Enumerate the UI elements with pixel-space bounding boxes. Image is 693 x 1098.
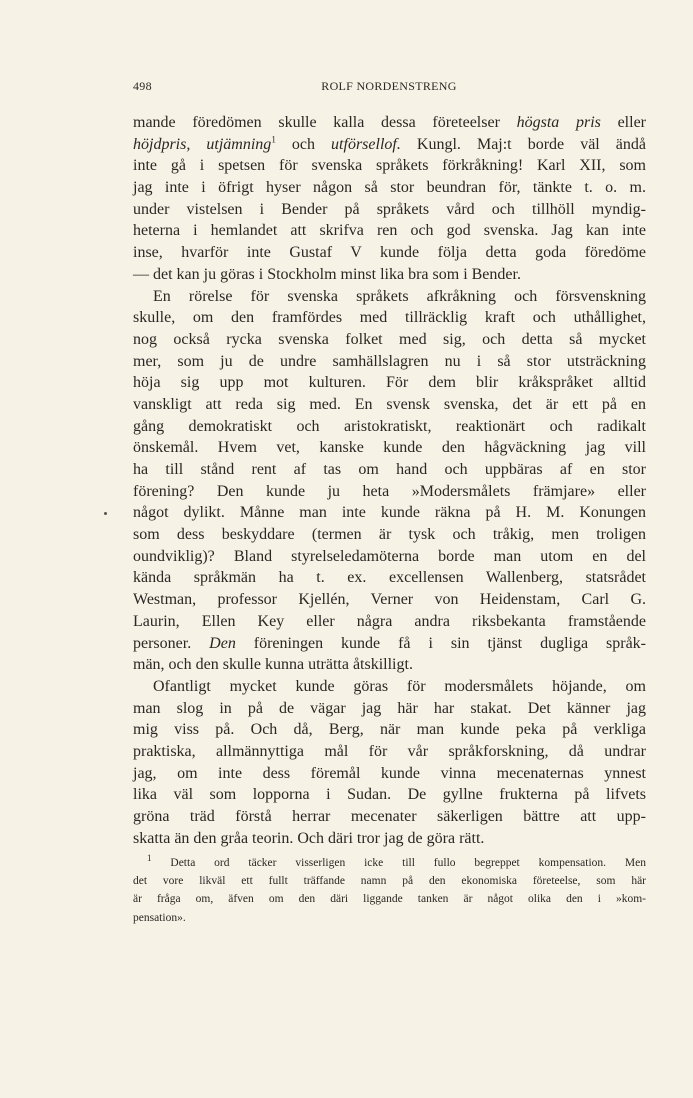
text-line	[133, 741, 646, 763]
text-run: föreningen kunde få i sin tjänst dugliga språk-	[235, 634, 647, 652]
running-head: ROLF NORDENSTRENG	[321, 79, 457, 93]
text-run: under vistelsen i Bender på språkets vård och tillhöll myndig-	[133, 200, 646, 218]
text-run: — det kan ju göras i Stockholm minst lika bra som i Bender.	[133, 265, 521, 283]
text-line	[133, 199, 646, 221]
footnote-marker: 1	[147, 853, 152, 864]
text-run: lika väl som lopporna i Sudan. De gyllne frukterna på lifvets	[133, 786, 646, 804]
text-run: skulle, om den framfördes med tillräcklig kraft och uthållighet,	[133, 309, 646, 327]
text-run: önskemål. Hvem vet, kanske kunde den hågväckning jag vill	[133, 439, 646, 457]
footnote-line	[133, 872, 646, 890]
text-line	[133, 567, 646, 589]
italic-text: Den	[209, 634, 236, 652]
text-line	[133, 654, 646, 676]
text-line	[133, 242, 646, 264]
text-run: något dylikt. Månne man inte kunde räkna på H. M. Konungen	[133, 504, 646, 522]
page-header	[133, 79, 645, 97]
text-run: jag, om inte dess föremål kunde vinna mecenaternas ynnest	[133, 764, 646, 782]
text-run: Westman, professor Kjellén, Verner von Heidenstam, Carl G.	[133, 591, 646, 609]
text-run: det vore likväl ett fullt träffande namn på den ekonomiska företeelse, som här	[133, 875, 646, 888]
text-run: heterna i hemlandet att skrifva ren och god svenska. Jag kan inte	[133, 222, 646, 240]
text-run: personer.	[133, 634, 210, 652]
text-run: mer, som ju de undre samhällslagren nu i så stor utsträckning	[133, 352, 646, 370]
text-run: ha till stånd rent af tas om hand och uppbäras af en stor	[133, 461, 646, 478]
text-run: pensation».	[133, 911, 186, 924]
text-run: höja sig upp mot kulturen. För dem blir kråkspråket alltid	[133, 374, 646, 392]
text-run: män, och den skulle kunna uträtta åtskilligt.	[133, 656, 413, 674]
body-text	[133, 112, 646, 849]
text-line	[133, 806, 646, 828]
text-line	[133, 763, 646, 785]
text-line	[133, 437, 646, 459]
text-run: gång demokratiskt och aristokratiskt, reaktionärt och radikalt	[133, 417, 646, 435]
text-run: eller	[600, 114, 646, 131]
text-line	[133, 416, 646, 438]
footnote-line	[133, 890, 646, 908]
text-line	[133, 286, 646, 308]
text-run: nog också rycka svenska folket med sig, och detta så mycket	[133, 330, 646, 348]
text-run: vanskligt att reda sig med. En svensk svenska, det är ett på en	[133, 395, 646, 413]
text-run: är fråga om, äfven om den däri liggande tanken är något olika den i »kom-	[133, 893, 646, 906]
marginal-mark	[104, 512, 107, 515]
footnote-marker: 1	[271, 134, 276, 145]
text-run: man slog in på de vägar jag här har stakat. Det känner jag	[133, 699, 646, 717]
text-run: Detta ord täcker visserligen icke till fullo begreppet kompensation. Men	[151, 857, 646, 869]
italic-text: höjdpris, utjämning	[133, 135, 272, 153]
footnote-line	[133, 854, 646, 872]
text-line	[133, 719, 646, 741]
text-run: som dess beskyddare (termen är tysk och tråkig, men troligen	[133, 526, 646, 544]
text-run: mig viss på. Och då, Berg, när man kunde peka på verkliga	[133, 721, 646, 739]
text-run: oundviklig)? Bland styrelseledamöterna borde man utom en del	[133, 547, 646, 565]
text-line	[133, 351, 646, 373]
page-number: 498	[133, 79, 152, 93]
text-run: och	[275, 135, 332, 153]
footnote-line	[133, 909, 646, 927]
text-line	[133, 372, 646, 394]
text-run: jag inte i öfrigt hyser någon så stor beundran för, tänkte t. o. m.	[133, 179, 646, 197]
text-run: inte gå i spetsen för svenska språkets förkråkning! Karl XII, som	[133, 157, 646, 175]
text-line	[133, 589, 646, 611]
text-run: gröna träd förstå herrar mecenater säkerligen bättre att upp-	[133, 808, 646, 825]
text-run: Laurin, Ellen Key eller några andra riksbekanta framstående	[133, 612, 646, 630]
text-run: En rörelse för svenska språkets afkråkning och försvenskning	[153, 287, 646, 305]
text-run: Ofantligt mycket kunde göras för modersmålets höjande, om	[153, 677, 646, 695]
text-run: Kungl. Maj:t borde väl ändå	[400, 135, 647, 153]
text-line	[133, 481, 646, 503]
text-run: förening? Den kunde ju heta »Modersmålets främjare» eller	[133, 482, 646, 500]
text-line	[133, 524, 646, 546]
text-line	[133, 633, 646, 655]
text-line	[133, 220, 646, 242]
text-line	[133, 546, 646, 568]
text-line	[133, 698, 646, 720]
text-line	[133, 611, 646, 633]
text-run: skatta än den gråa teorin. Och däri tror jag de göra rätt.	[133, 829, 485, 847]
text-line	[133, 134, 646, 156]
text-line	[133, 155, 646, 177]
italic-text: högsta pris	[516, 114, 601, 131]
text-line	[133, 307, 646, 329]
text-line	[133, 394, 646, 416]
text-line	[133, 784, 646, 806]
text-run: praktiska, allmännyttiga mål för vår språkforskning, då undrar	[133, 742, 646, 760]
text-line	[133, 459, 646, 481]
text-line	[133, 676, 646, 698]
text-run: mande föredömen skulle kalla dessa företeelser	[133, 114, 517, 131]
text-line	[133, 177, 646, 199]
text-line	[133, 828, 646, 850]
text-run: inse, hvarför inte Gustaf V kunde följa detta goda föredöme	[133, 244, 646, 262]
italic-text: utförsellof.	[331, 135, 401, 153]
text-line	[133, 112, 646, 134]
text-line	[133, 264, 646, 286]
text-line	[133, 502, 646, 524]
footnotes	[133, 854, 646, 927]
text-line	[133, 329, 646, 351]
text-run: kända språkmän ha t. ex. excellensen Wallenberg, statsrådet	[133, 569, 646, 587]
